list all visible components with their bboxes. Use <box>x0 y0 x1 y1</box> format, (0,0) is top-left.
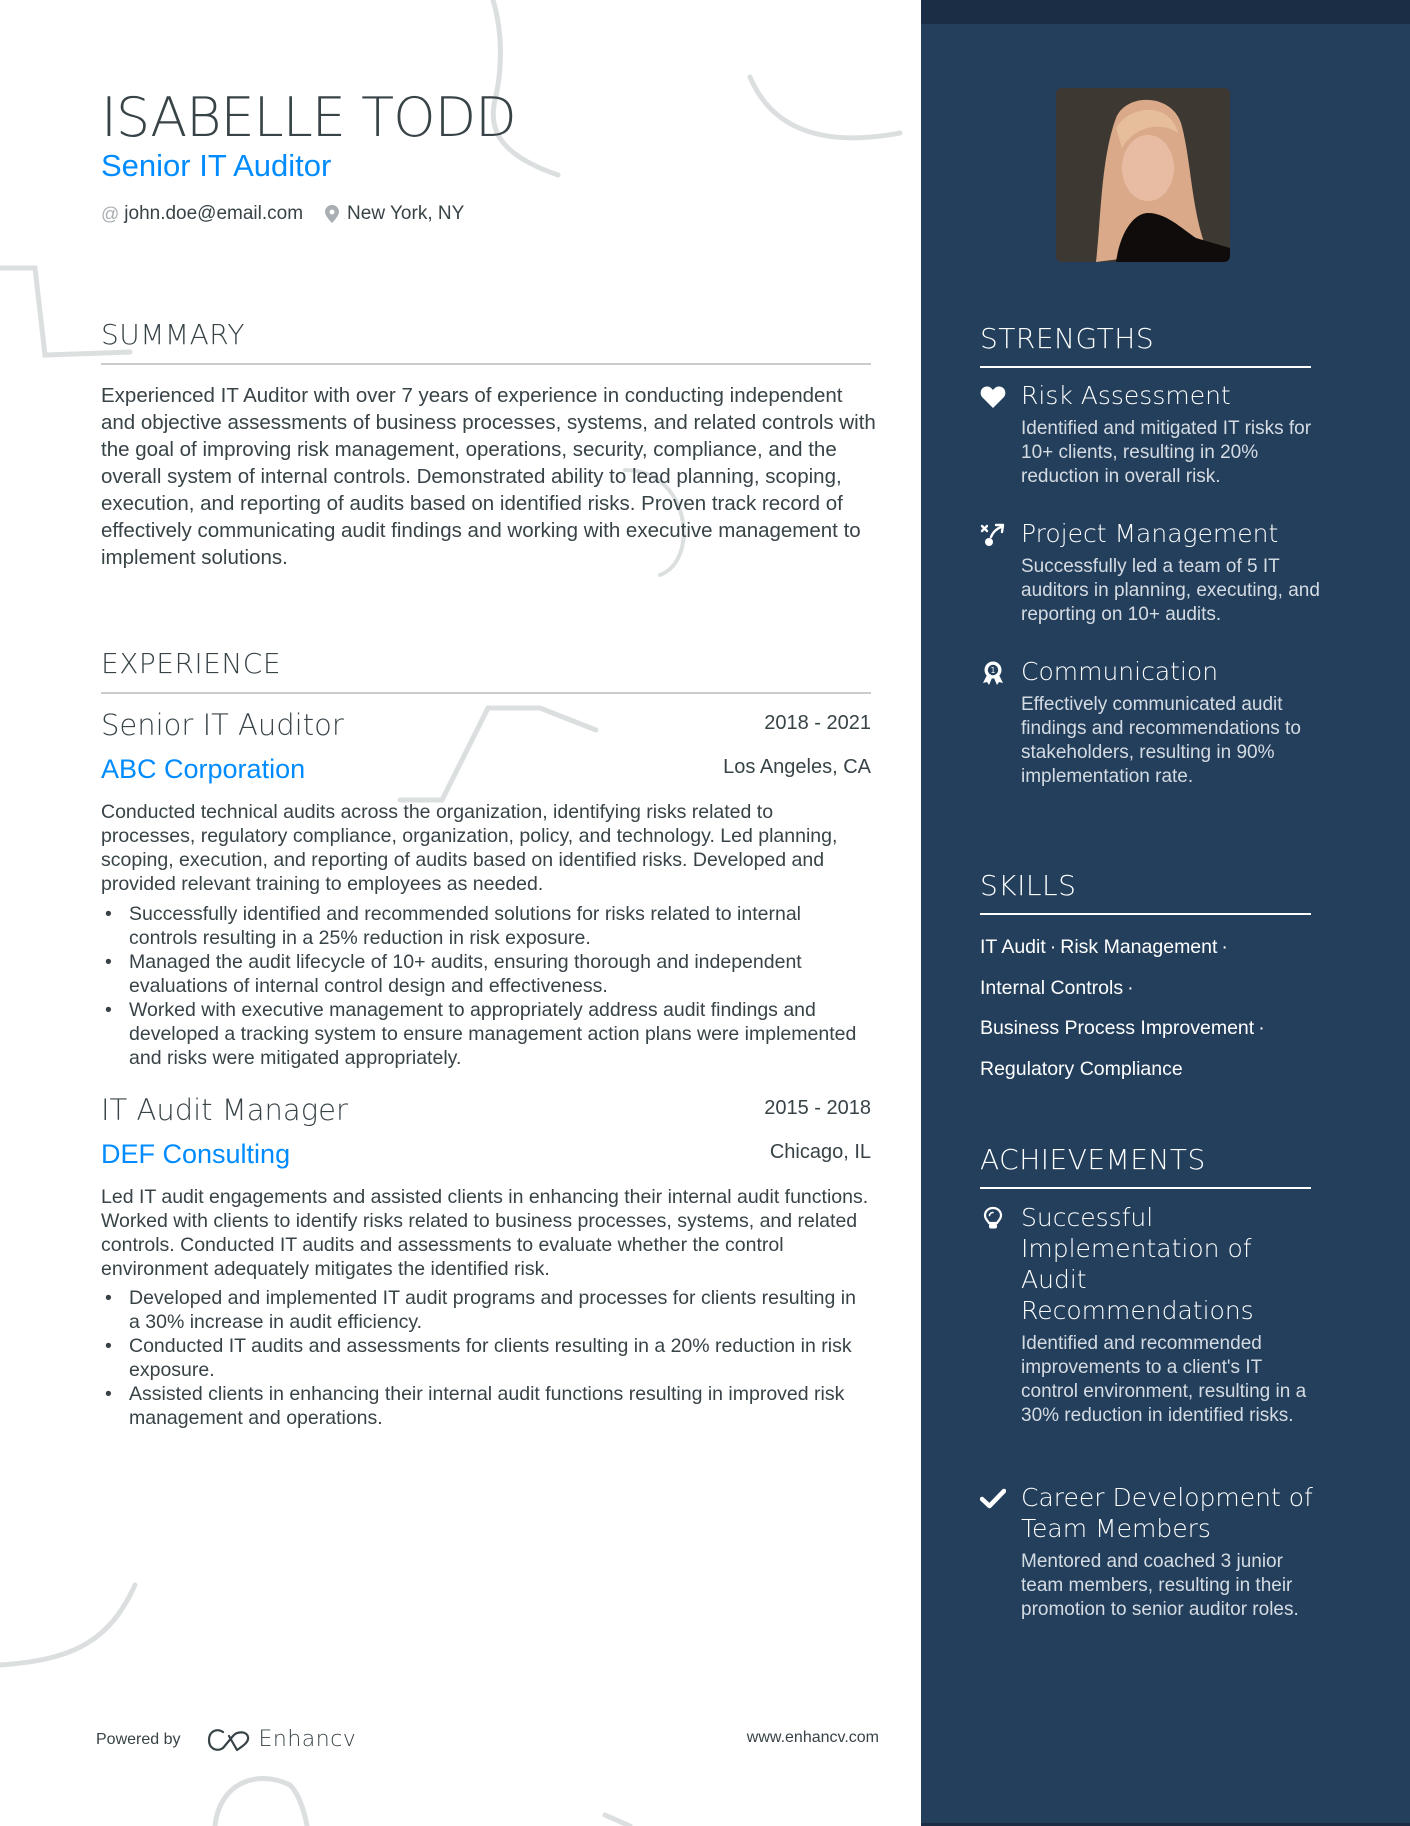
strategy-icon <box>980 522 1006 548</box>
skill-line <box>980 1049 1320 1090</box>
skill-line <box>980 927 1320 968</box>
achievement-title: Career Development of Team Members <box>1021 1483 1313 1543</box>
award-ribbon-icon <box>980 660 1006 686</box>
job-bullets <box>101 1286 871 1430</box>
achievement-description: Identified and recommended improvements to a client's IT control environment, resulting in a 30% reduction in identified risks. <box>1021 1333 1307 1426</box>
skill-separator: · <box>1127 976 1134 999</box>
strength-item <box>980 380 1320 489</box>
skill-tag: Risk Management <box>1060 936 1218 958</box>
checkmark-icon <box>980 1486 1006 1512</box>
achievement-description: Mentored and coached 3 junior team members, resulting in their promotion to senior auditor roles. <box>1021 1551 1299 1620</box>
job-location: Chicago, IL <box>769 1141 871 1163</box>
job-bullet: • Worked with executive management to appropriately address audit findings and developed a tracking system to ensure management action plans were implemented and risks were mitigated appropriately. <box>101 998 871 1070</box>
contact-info <box>101 203 464 225</box>
candidate-title: Senior IT Auditor <box>101 148 332 183</box>
summary-heading: SUMMARY <box>101 318 871 365</box>
strength-description: Effectively communicated audit findings and recommendations to stakeholders, resulting in 90% implementation rate. <box>1021 694 1301 787</box>
strength-description: Successfully led a team of 5 IT auditors in planning, executing, and reporting on 10+ audits. <box>1021 556 1320 625</box>
enhancv-logo-icon <box>207 1728 251 1752</box>
enhancv-brand: Enhancv <box>258 1727 357 1752</box>
strength-title: Project Management <box>1021 519 1279 548</box>
email[interactable]: john.doe@email.com <box>124 203 304 224</box>
job-bullet: • Managed the audit lifecycle of 10+ audits, ensuring thorough and independent evaluations of internal control design and effectiveness. <box>101 950 871 998</box>
achievement-item <box>980 1482 1320 1622</box>
svg-text:1: 1 <box>990 666 996 675</box>
job-dates: 2015 - 2018 <box>764 1097 871 1119</box>
achievements-heading: ACHIEVEMENTS <box>980 1143 1311 1189</box>
job-location: Los Angeles, CA <box>723 756 871 778</box>
strength-title: Communication <box>1021 657 1219 686</box>
skill-tag: Regulatory Compliance <box>980 1057 1183 1080</box>
summary-text: Experienced IT Auditor with over 7 years of experience in conducting independent and objective assessments of business processes, systems, and related controls with the goal of improving risk management, operations, security, compliance, and the overall system of internal controls. Demonstrated ability to lead planning, scoping, execution, and reporting of audits based on identified risks. Proven track record of effectively communicating audit findings and working with executive management to implement solutions. <box>101 384 876 569</box>
skill-separator: · <box>1221 936 1228 958</box>
sidebar-top-band <box>921 0 1410 24</box>
job-description: Conducted technical audits across the organization, identifying risks related to processes, regulatory compliance, organization, policy, and technology. Led planning, scoping, execution, and reporting of audits based on identified risks. Developed and provided relevant training to employees as needed. <box>101 801 838 895</box>
strength-description: Identified and mitigated IT risks for 10+ clients, resulting in 20% reduction in overall risk. <box>1021 418 1312 487</box>
job-bullet: • Conducted IT audits and assessments for clients resulting in a 20% reduction in risk exposure. <box>101 1334 871 1382</box>
skill-tag: IT Audit <box>980 936 1046 958</box>
candidate-name: ISABELLE TODD <box>101 86 516 149</box>
portrait-image <box>1056 88 1230 262</box>
strength-title: Risk Assessment <box>1021 381 1231 410</box>
footer-powered-by <box>96 1727 356 1752</box>
enhancv-logo[interactable] <box>207 1727 357 1752</box>
experience-heading: EXPERIENCE <box>101 647 871 694</box>
job-bullet: • Developed and implemented IT audit programs and processes for clients resulting in a 30% increase in audit efficiency. <box>101 1286 871 1334</box>
location <box>325 203 464 225</box>
job-bullet: • Successfully identified and recommended solutions for risks related to internal controls resulting in a 25% reduction in risk exposure. <box>101 902 871 950</box>
skill-tag: Business Process Improvement <box>980 1017 1255 1039</box>
job-role: Senior IT Auditor <box>101 708 344 742</box>
heart-icon <box>980 384 1006 410</box>
job-role: IT Audit Manager <box>101 1093 348 1127</box>
skill-line <box>980 968 1320 1009</box>
strength-item <box>980 518 1320 627</box>
job-description: Led IT audit engagements and assisted clients in enhancing their internal audit functions. Worked with clients to identify risks related to business processes, systems, and related controls. Conducted IT audits and assessments to evaluate whether the control environment adequately mitigates the identified risk. <box>101 1186 869 1280</box>
achievement-title: Successful Implementation of Audit Recommendations <box>1021 1203 1254 1325</box>
job-company: ABC Corporation <box>101 754 306 784</box>
job-bullets <box>101 902 871 1070</box>
location-text: New York, NY <box>347 203 465 224</box>
footer-url[interactable]: www.enhancv.com <box>746 1729 879 1746</box>
skill-separator: · <box>1049 936 1057 958</box>
at-icon: @ <box>101 203 120 224</box>
skills-heading: SKILLS <box>980 869 1311 915</box>
strength-item <box>980 656 1320 789</box>
achievement-item <box>980 1202 1320 1428</box>
skills-list <box>980 927 1320 1089</box>
skill-tag: Internal Controls <box>980 976 1124 999</box>
lightbulb-icon <box>980 1206 1006 1232</box>
strengths-heading: STRENGTHS <box>980 322 1311 368</box>
sidebar <box>921 0 1410 1826</box>
job-company: DEF Consulting <box>101 1139 291 1169</box>
skill-line <box>980 1008 1320 1049</box>
job-bullet: • Assisted clients in enhancing their internal audit functions resulting in improved risk management and operations. <box>101 1382 871 1430</box>
map-pin-icon <box>325 205 339 223</box>
job-dates: 2018 - 2021 <box>764 712 871 734</box>
skill-separator: · <box>1258 1017 1265 1039</box>
powered-by-label: Powered by <box>96 1730 181 1748</box>
profile-photo <box>1056 88 1230 262</box>
